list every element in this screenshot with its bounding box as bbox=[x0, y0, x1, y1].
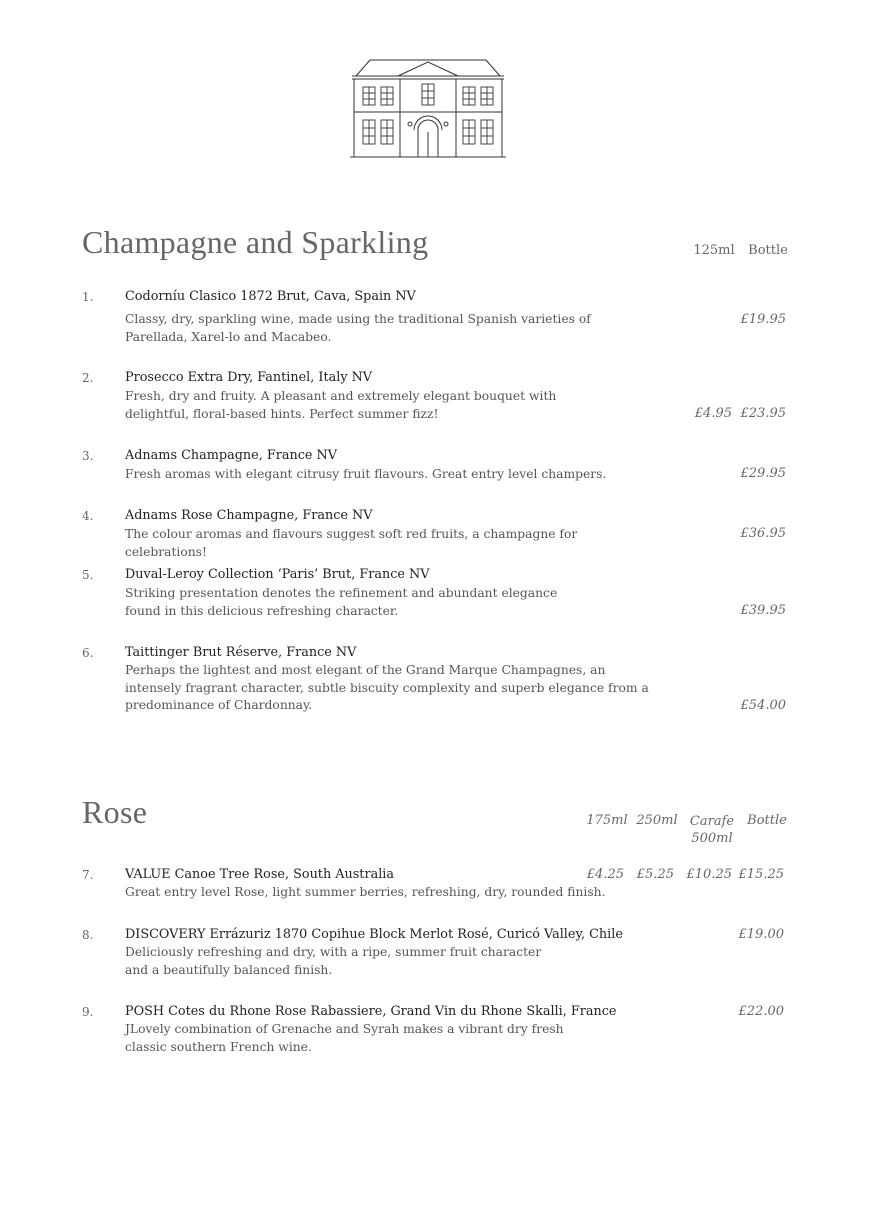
wine-name: DISCOVERY Errázuriz 1870 Copihue Block Merlot Rosé, Curicó Valley, Chile bbox=[125, 927, 623, 942]
col-250ml: 250ml bbox=[636, 813, 678, 828]
item-number: 9. bbox=[82, 1005, 94, 1019]
item-number: 8. bbox=[82, 928, 94, 942]
bottle-price: £15.25 bbox=[738, 867, 784, 882]
bottle-price: £23.95 bbox=[740, 406, 786, 421]
wine-description: Deliciously refreshing and dry, with a ripe, summer fruit character and a beautifully balanced finish. bbox=[125, 945, 542, 977]
item-number: 4. bbox=[82, 509, 94, 523]
wine-description: Fresh, dry and fruity. A pleasant and extremely elegant bouquet with delightful, floral-based hints. Perfect summer fizz! bbox=[125, 389, 557, 421]
col-carafe: Carafe 500ml bbox=[689, 814, 735, 846]
bottle-price: £19.95 bbox=[740, 312, 786, 327]
wine-name: Codorníu Clasico 1872 Brut, Cava, Spain NV bbox=[125, 289, 416, 304]
wine-name: Prosecco Extra Dry, Fantinel, Italy NV bbox=[125, 370, 373, 385]
house-logo-icon bbox=[348, 56, 508, 160]
col-bottle-rose: Bottle bbox=[747, 813, 787, 828]
col-125ml: 125ml bbox=[693, 243, 735, 258]
wine-description: JLovely combination of Grenache and Syrah makes a vibrant dry fresh classic southern French wine. bbox=[125, 1022, 564, 1054]
wine-name: Adnams Champagne, France NV bbox=[125, 448, 337, 463]
bottle-price: £36.95 bbox=[740, 526, 786, 541]
bottle-price: £39.95 bbox=[740, 603, 786, 618]
item-number: 5. bbox=[82, 568, 94, 582]
rose-section-title: Rose bbox=[82, 794, 148, 830]
wine-description: The colour aromas and flavours suggest soft red fruits, a champagne for celebrations! bbox=[125, 527, 578, 559]
bottle-price: £29.95 bbox=[740, 466, 786, 481]
glass-price: £4.95 bbox=[694, 406, 732, 421]
col-bottle: Bottle bbox=[748, 243, 788, 258]
wine-description: Classy, dry, sparkling wine, made using the traditional Spanish varieties of Parellada, Xarel-lo and Macabeo. bbox=[125, 312, 591, 344]
item-number: 6. bbox=[82, 646, 94, 660]
wine-name: VALUE Canoe Tree Rose, South Australia bbox=[125, 867, 395, 882]
wine-name: Adnams Rose Champagne, France NV bbox=[125, 508, 373, 523]
price-175ml: £4.25 bbox=[586, 867, 624, 882]
wine-description: Fresh aromas with elegant citrusy fruit flavours. Great entry level champers. bbox=[125, 467, 607, 481]
bottle-price: £22.00 bbox=[738, 1004, 784, 1019]
wine-description: Perhaps the lightest and most elegant of the Grand Marque Champagnes, an intensely fragrant character, subtle biscuity complexity and superb elegance from a predominance of Chardonnay. bbox=[125, 663, 649, 712]
price-carafe: £10.25 bbox=[686, 867, 732, 882]
sparkling-section-title: Champagne and Sparkling bbox=[82, 224, 429, 260]
bottle-price: £54.00 bbox=[740, 698, 786, 713]
wine-description: Striking presentation denotes the refinement and abundant elegance found in this delicious refreshing character. bbox=[125, 586, 558, 618]
item-number: 2. bbox=[82, 371, 94, 385]
col-175ml: 175ml bbox=[586, 813, 628, 828]
wine-name: Duval-Leroy Collection ‘Paris’ Brut, France NV bbox=[125, 567, 430, 582]
wine-description: Great entry level Rose, light summer berries, refreshing, dry, rounded finish. bbox=[125, 885, 606, 899]
wine-name: POSH Cotes du Rhone Rose Rabassiere, Grand Vin du Rhone Skalli, France bbox=[125, 1004, 617, 1019]
item-number: 7. bbox=[82, 868, 94, 882]
price-250ml: £5.25 bbox=[636, 867, 674, 882]
item-number: 3. bbox=[82, 449, 94, 463]
item-number: 1. bbox=[82, 290, 94, 304]
bottle-price: £19.00 bbox=[738, 927, 784, 942]
wine-name: Taittinger Brut Réserve, France NV bbox=[125, 645, 357, 660]
